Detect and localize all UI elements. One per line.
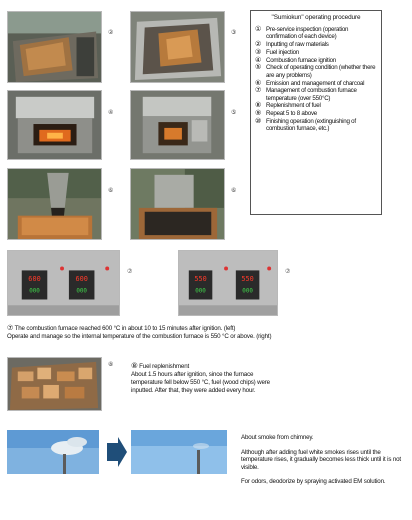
procedure-step-number: ⑩ — [255, 117, 262, 126]
procedure-step — [255, 57, 377, 64]
control-panel-right-drawing — [179, 251, 277, 315]
photo-marker-7a: ⑦ — [127, 268, 133, 275]
caption-marker: ⑦ — [7, 324, 14, 332]
smoke-odor: For odors, deodorize by spraying activated EM solution. — [241, 478, 386, 486]
procedure-step-text: Repeat 5 to 8 above — [266, 110, 317, 118]
refuel-marker: ⑧ — [131, 361, 138, 370]
right-meter-2-top: 550 — [241, 275, 254, 284]
procedure-step-number: ⑥ — [255, 78, 262, 87]
photo-smoke-before — [7, 430, 99, 474]
photo-marker-3: ③ — [231, 29, 237, 36]
procedure-step — [255, 87, 377, 102]
photo-operating-check — [130, 90, 225, 160]
procedure-step — [255, 80, 377, 87]
right-meter-1-top: 550 — [194, 275, 207, 284]
photo-marker-2: ② — [108, 29, 114, 36]
right-meter-1-bottom: 000 — [195, 288, 206, 295]
procedure-title: "Sumiokun" operating procedure — [271, 14, 361, 21]
photo-fuel-injection — [130, 11, 225, 83]
left-meter-2-top: 600 — [75, 275, 88, 284]
caption-temperature — [7, 325, 407, 341]
procedure-step-number: ⑤ — [255, 63, 262, 72]
photo-charcoal-emission-1 — [7, 168, 102, 240]
photo-wood-chips — [7, 357, 102, 411]
smoke-note — [241, 434, 411, 493]
smoke-heading: About smoke from chimney. — [241, 434, 314, 441]
procedure-step-number: ④ — [255, 55, 262, 64]
photo-charcoal-emission-2 — [130, 168, 225, 240]
procedure-step-text: Combustion furnace ignition — [266, 56, 336, 64]
procedure-step-number: ① — [255, 25, 262, 33]
procedure-step — [255, 64, 377, 79]
procedure-step — [255, 49, 377, 56]
left-meter-1-bottom: 000 — [29, 288, 40, 295]
photo-furnace-ignition — [7, 90, 102, 160]
procedure-step-number: ⑦ — [255, 86, 262, 95]
procedure-step-number: ⑨ — [255, 109, 262, 118]
procedure-step-text: Pre-service inspection (operation confirmation of each device) — [266, 26, 349, 41]
photo-raw-material-input — [7, 11, 102, 83]
photo-marker-8: ⑧ — [108, 361, 114, 368]
photo-marker-6a: ⑥ — [108, 187, 114, 194]
caption-line-2: Operate and manage so the internal temperature of the combustion furnace is 550 °C or above. (right) — [7, 332, 272, 340]
procedure-step-number: ③ — [255, 47, 262, 56]
photo-control-panel-left — [7, 250, 120, 316]
arrow-right-icon — [107, 437, 127, 467]
procedure-box — [250, 10, 382, 215]
procedure-step — [255, 102, 377, 109]
control-panel-left-drawing — [8, 251, 119, 315]
photo-control-panel-right — [178, 250, 278, 316]
photo-smoke-after — [131, 430, 227, 474]
refuel-note — [131, 362, 281, 395]
caption-line-1: The combustion furnace reached 600 °C in about 10 to 15 minutes after ignition. (left) — [14, 325, 236, 332]
refuel-body: About 1.5 hours after ignition, since the furnace temperature fell below 550 °C, fuel (wood chips) were inputted. After that, they were added every hour. — [131, 371, 270, 394]
procedure-step-text: Replenishment of fuel — [266, 102, 321, 110]
procedure-step-number: ⑧ — [255, 101, 262, 110]
procedure-step-text: Management of combustion furnace temperature (over 550°C) — [266, 87, 357, 102]
photo-marker-5: ⑤ — [231, 109, 237, 116]
procedure-step — [255, 118, 377, 133]
procedure-step — [255, 110, 377, 117]
refuel-title: Fuel replenishment — [139, 363, 190, 370]
smoke-body: Although after adding fuel white smokes rises until the temperature rises, it gradually becomes less thick until it is not visible. — [241, 448, 401, 471]
procedure-step-text: Check of operating condition (whether there are any problems) — [266, 64, 376, 79]
photo-marker-4: ④ — [108, 109, 114, 116]
procedure-step-text: Inputting of raw materials — [266, 41, 329, 49]
procedure-step — [255, 41, 377, 48]
procedure-step-text: Emission and management of charcoal — [266, 79, 365, 87]
procedure-step-text: Finishing operation (extinguishing of combustion furnace, etc.) — [266, 118, 356, 133]
photo-marker-7b: ⑦ — [285, 268, 291, 275]
right-meter-2-bottom: 000 — [242, 288, 253, 295]
procedure-step-text: Fuel injection — [266, 48, 299, 56]
photo-marker-6b: ⑥ — [231, 187, 237, 194]
procedure-step — [255, 26, 377, 41]
procedure-step-number: ② — [255, 40, 262, 49]
left-meter-1-top: 600 — [28, 275, 41, 284]
left-meter-2-bottom: 000 — [76, 288, 87, 295]
